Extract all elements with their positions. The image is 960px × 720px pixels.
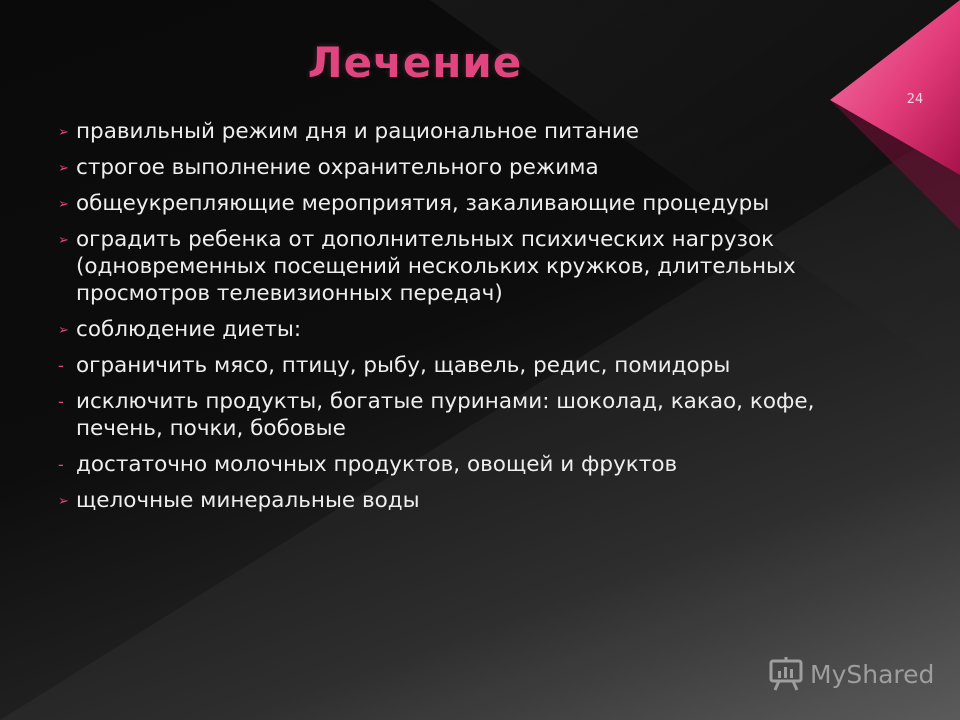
list-item-text: исключить продукты, богатые пуринами: шоколад, какао, кофе, печень, почки, бобовые [76, 389, 815, 441]
watermark-text: MyShared [810, 659, 935, 689]
list-item [58, 316, 848, 343]
content-list [58, 118, 848, 523]
dash-marker: - [58, 392, 64, 411]
dash-marker: - [58, 455, 64, 474]
arrow-bullet-icon: ➢ [58, 161, 69, 176]
arrow-bullet-icon: ➢ [58, 323, 69, 338]
list-item-text: соблюдение диеты: [76, 317, 302, 342]
list-item [58, 118, 848, 145]
arrow-bullet-icon: ➢ [58, 233, 69, 248]
list-item [58, 154, 848, 181]
list-item-text: правильный режим дня и рациональное питание [76, 119, 640, 144]
page-number: 24 [906, 92, 924, 107]
watermark-logo [768, 656, 934, 692]
arrow-bullet-icon: ➢ [58, 197, 69, 212]
arrow-bullet-icon: ➢ [58, 125, 69, 140]
list-item [58, 352, 848, 379]
list-item [58, 451, 848, 478]
list-item-text: щелочные минеральные воды [76, 488, 420, 513]
presentation-board-icon [768, 656, 804, 692]
list-item [58, 226, 848, 307]
list-item [58, 190, 848, 217]
arrow-bullet-icon: ➢ [58, 494, 69, 509]
list-item [58, 487, 848, 514]
list-item-text: общеукрепляющие мероприятия, закаливающие процедуры [76, 191, 770, 216]
list-item-text: строгое выполнение охранительного режима [76, 155, 599, 180]
list-item-text: достаточно молочных продуктов, овощей и фруктов [76, 452, 678, 477]
dash-marker: - [58, 356, 64, 375]
slide-title: Лечение [307, 38, 523, 87]
list-item-text: ограничить мясо, птицу, рыбу, щавель, редис, помидоры [76, 353, 731, 378]
list-item-text: оградить ребенка от дополнительных психических нагрузок (одновременных посещений нескольких кружков, длительных просмотров телевизионных передач) [76, 227, 796, 306]
list-item [58, 388, 848, 442]
